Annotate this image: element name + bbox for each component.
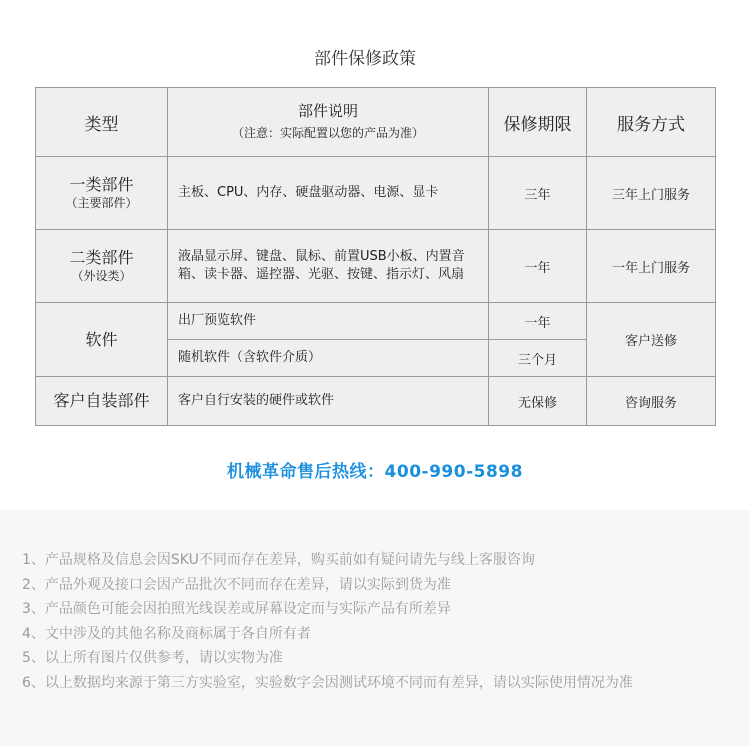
header-desc-note: （注意：实际配置以您的产品为准） (231, 126, 424, 140)
period-cell: 一年 (489, 230, 587, 303)
service-cell: 三年上门服务 (587, 157, 716, 230)
category-cell (36, 303, 168, 377)
service-cell: 咨询服务 (587, 377, 716, 426)
period-cell: 三个月 (489, 340, 587, 377)
service-cell: 客户送修 (587, 303, 716, 377)
disclaimer-item: 3、产品颜色可能会因拍照光线误差或屏幕设定而与实际产品有所差异 (22, 601, 451, 617)
header-service: 服务方式 (587, 88, 716, 157)
disclaimer-item: 2、产品外观及接口会因产品批次不同而存在差异，请以实际到货为准 (22, 576, 451, 593)
desc-cell: 液晶显示屏、键盘、鼠标、前置USB小板、内置音箱、读卡器、遥控器、光驱、按键、指示灯、风扇 (168, 230, 489, 303)
category-label: 一类部件 (69, 175, 134, 194)
category-cell (36, 230, 168, 303)
table-header-row (36, 88, 716, 157)
table-row (36, 377, 716, 426)
disclaimer-item: 1、产品规格及信息会因SKU不同而存在差异，购买前如有疑问请先与线上客服咨询 (22, 552, 535, 568)
disclaimer-section (0, 510, 750, 746)
desc-cell: 出厂预览软件 (168, 303, 489, 340)
period-cell: 一年 (489, 303, 587, 340)
period-cell: 无保修 (489, 377, 587, 426)
service-hotline: 机械革命售后热线：400-990-5898 (227, 462, 523, 482)
header-desc (168, 88, 489, 157)
header-type: 类型 (36, 88, 168, 157)
disclaimer-item: 5、以上所有图片仅供参考，请以实物为准 (22, 650, 283, 666)
category-cell (36, 377, 168, 426)
disclaimer-item: 6、以上数据均来源于第三方实验室，实验数字会因测试环境不同而有差异，请以实际使用情况为准 (22, 674, 633, 691)
disclaimer-list (22, 548, 633, 695)
category-label: 二类部件 (69, 248, 134, 267)
category-cell (36, 157, 168, 230)
table-row (36, 303, 716, 340)
warranty-table (35, 87, 716, 426)
disclaimer-item: 4、文中涉及的其他名称及商标属于各自所有者 (22, 625, 311, 642)
category-sublabel: （主要部件） (65, 196, 138, 210)
category-label: 软件 (85, 329, 118, 349)
category-sublabel: （外设类） (71, 269, 132, 283)
header-period: 保修期限 (489, 88, 587, 157)
desc-cell: 客户自行安装的硬件或软件 (168, 377, 489, 426)
service-cell: 一年上门服务 (587, 230, 716, 303)
category-label: 客户自装部件 (53, 391, 150, 410)
header-desc-label: 部件说明 (297, 102, 358, 120)
desc-cell: 主板、CPU、内存、硬盘驱动器、电源、显卡 (168, 157, 489, 230)
table-row (36, 157, 716, 230)
desc-cell: 随机软件（含软件介质） (168, 340, 489, 377)
table-row (36, 230, 716, 303)
page-title: 部件保修政策 (314, 49, 416, 69)
period-cell: 三年 (489, 157, 587, 230)
